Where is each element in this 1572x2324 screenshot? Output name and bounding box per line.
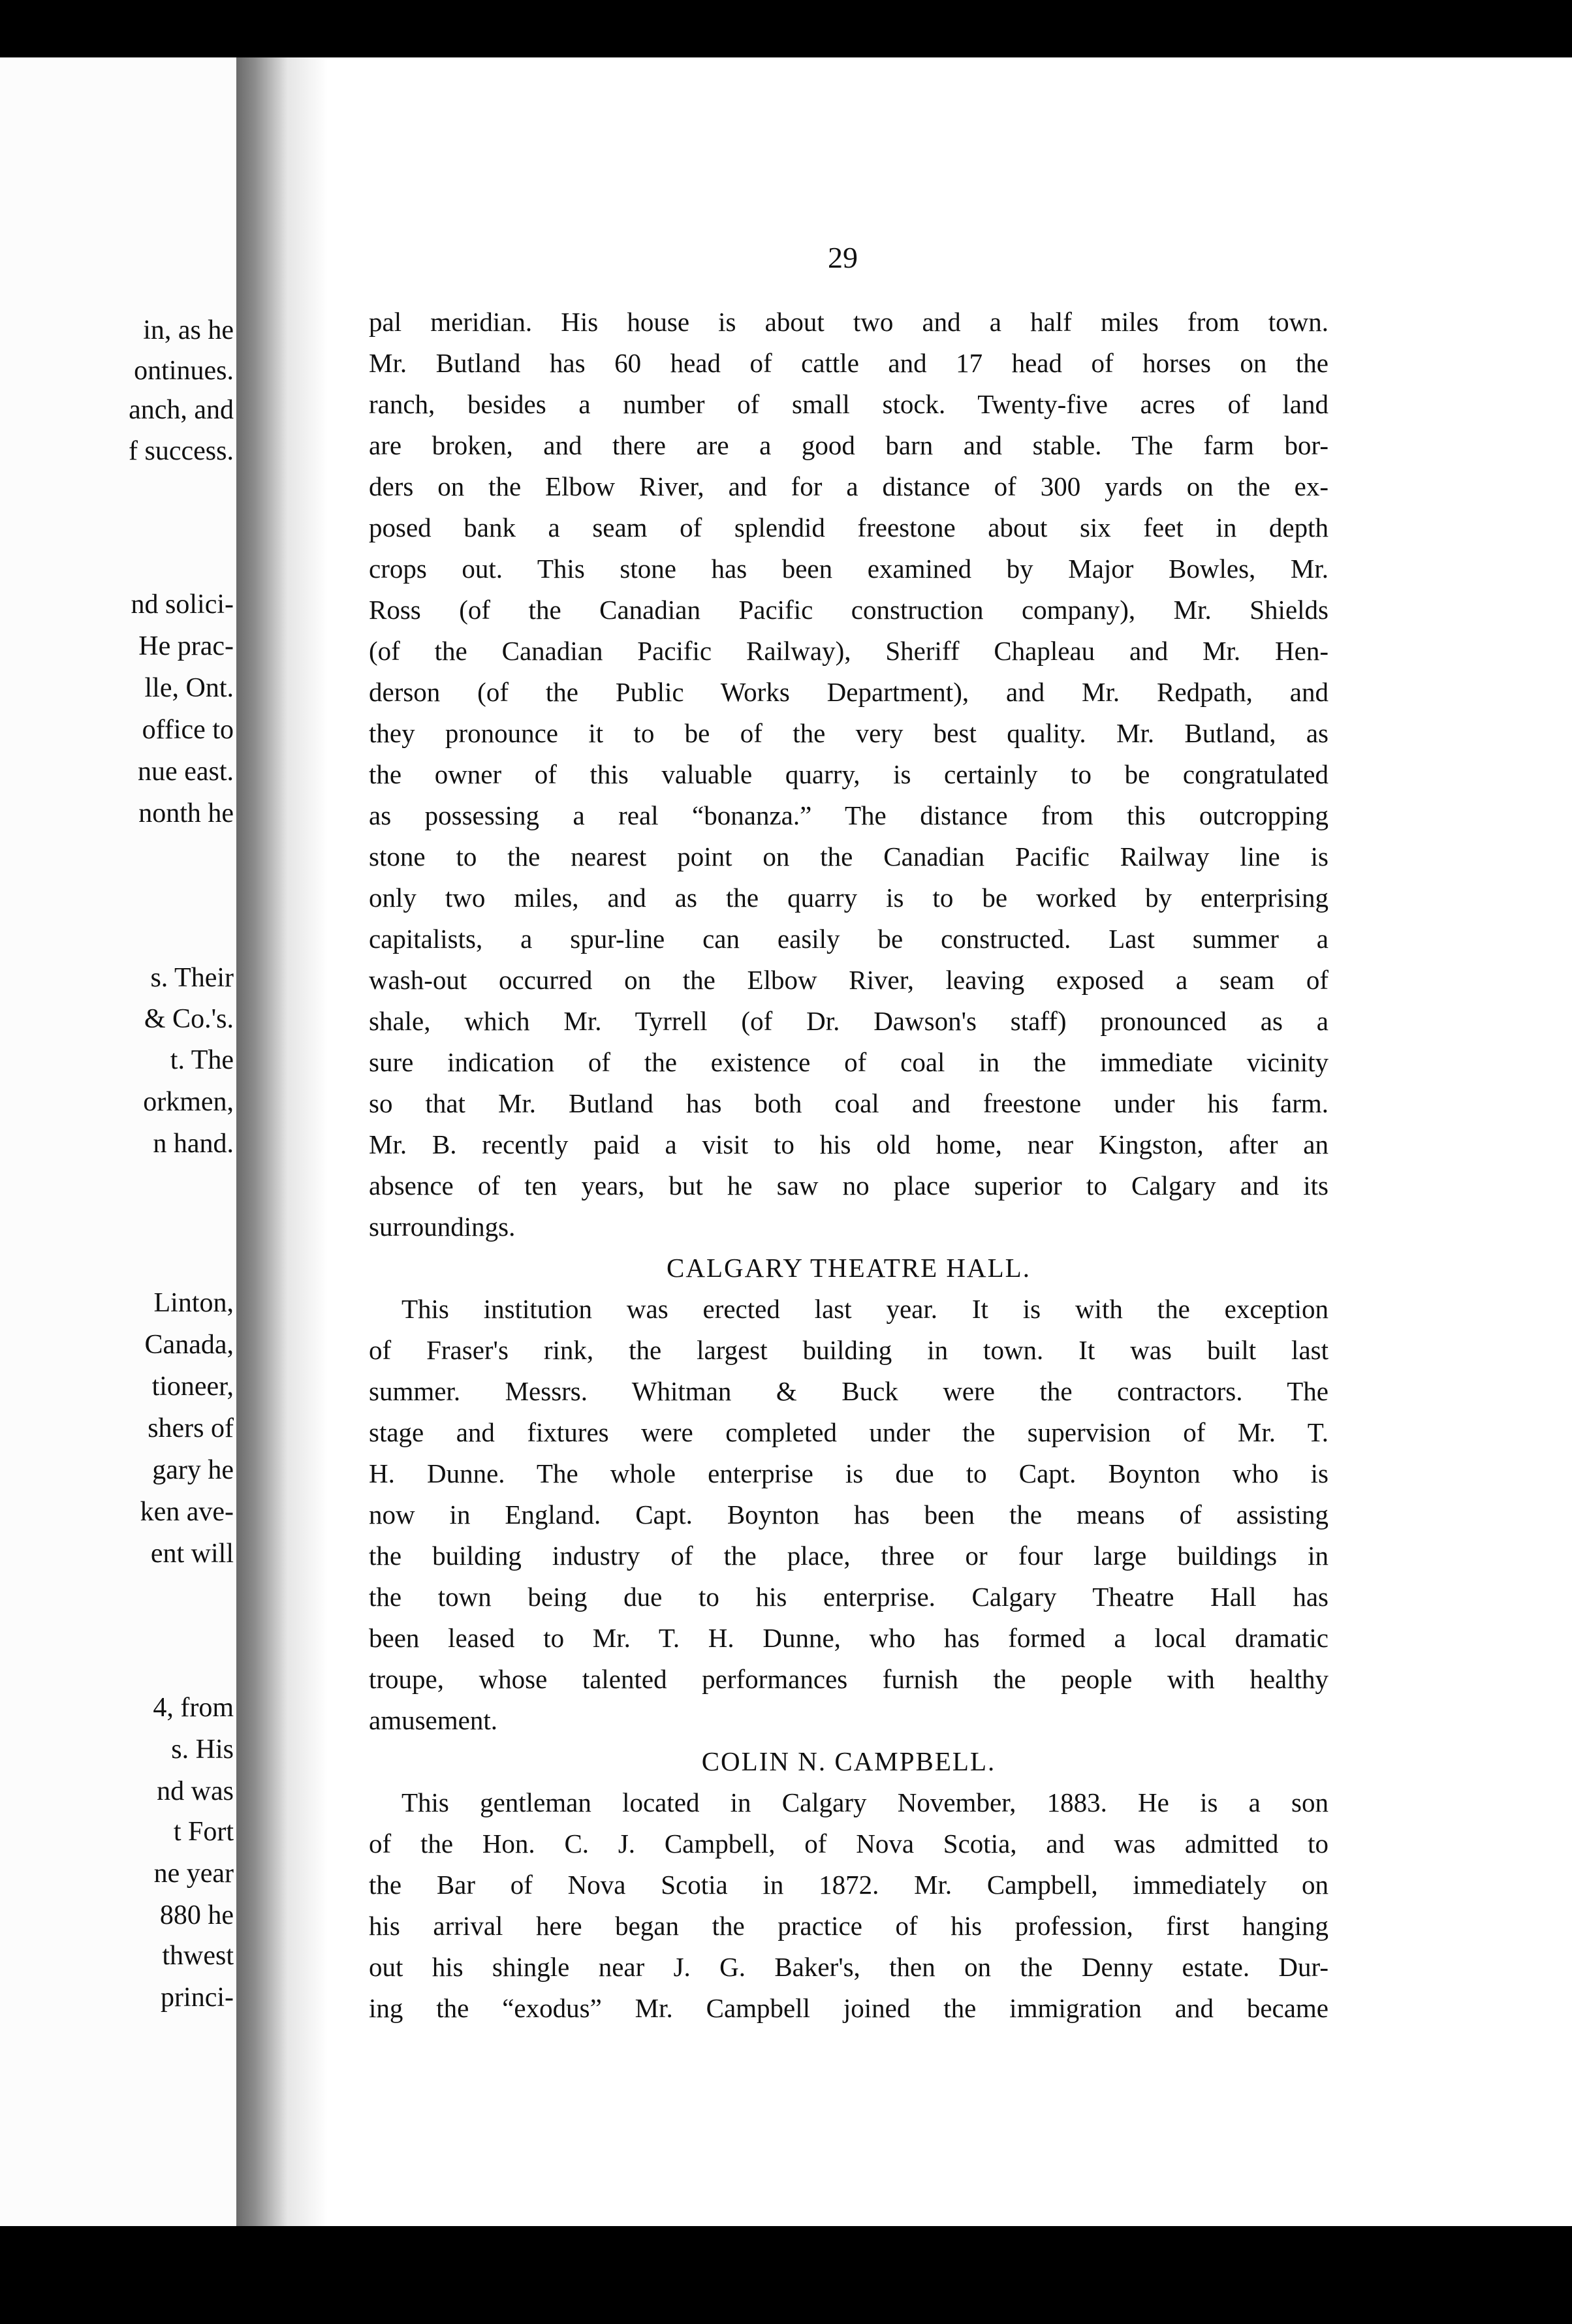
left-page-fragment: s. His: [171, 1735, 234, 1765]
text-line: ders on the Elbow River, and for a distance of 300 yards on the ex-: [369, 471, 1328, 501]
left-page-fragment: office to: [142, 715, 234, 745]
left-page-fragment: t. The: [170, 1045, 234, 1075]
text-line: summer. Messrs. Whitman & Buck were the contractors. The: [369, 1376, 1328, 1406]
text-line: are broken, and there are a good barn and stable. The farm bor-: [369, 430, 1328, 460]
text-line: capitalists, a spur-line can easily be constructed. Last summer a: [369, 924, 1328, 954]
text-line: Ross (of the Canadian Pacific construction company), Mr. Shields: [369, 595, 1328, 625]
text-line: This gentleman located in Calgary November, 1883. He is a son: [401, 1787, 1328, 1817]
left-page-fragment: f success.: [129, 436, 234, 466]
left-page-fragment: thwest: [162, 1941, 234, 1971]
section-campbell-text: [369, 1782, 1328, 2029]
left-page-fragment: tioneer,: [151, 1372, 234, 1402]
left-page-fragment: 880 he: [159, 1900, 234, 1930]
text-line: as possessing a real “bonanza.” The distance from this outcropping: [369, 800, 1328, 830]
text-line: H. Dunne. The whole enterprise is due to Capt. Boynton who is: [369, 1458, 1328, 1488]
text-line: crops out. This stone has been examined by Major Bowles, Mr.: [369, 554, 1328, 584]
left-page-fragment: orkmen,: [143, 1087, 234, 1117]
left-page-fragment: in, as he: [143, 315, 234, 345]
text-line: of the Hon. C. J. Campbell, of Nova Scotia, and was admitted to: [369, 1829, 1328, 1859]
section-theatre-hall-text: [369, 1289, 1328, 1741]
left-page-fragment: n hand.: [153, 1129, 234, 1159]
text-line: derson (of the Public Works Department), and Mr. Redpath, and: [369, 677, 1328, 707]
text-line: of Fraser's rink, the largest building in town. It was built last: [369, 1335, 1328, 1365]
text-line: pal meridian. His house is about two and a half miles from town.: [369, 307, 1328, 337]
left-page-fragment: nd was: [157, 1776, 234, 1806]
left-page-fragment: 4, from: [153, 1693, 234, 1723]
text-line: Mr. Butland has 60 head of cattle and 17 head of horses on the: [369, 348, 1328, 378]
text-line: the Bar of Nova Scotia in 1872. Mr. Campbell, immediately on: [369, 1870, 1328, 1900]
left-page-fragment: & Co.'s.: [144, 1004, 234, 1034]
left-page-fragment: nue east.: [138, 757, 234, 787]
left-page-edge: [0, 57, 236, 2226]
left-page-fragment: nd solici-: [131, 589, 234, 620]
text-line: so that Mr. Butland has both coal and freestone under his farm.: [369, 1088, 1328, 1118]
heading-calgary-theatre-hall: CALGARY THEATRE HALL.: [667, 1253, 1031, 1283]
left-page-fragment: princi-: [161, 1983, 234, 2013]
left-page-fragment: Linton,: [153, 1288, 234, 1318]
left-page-fragment: ent will: [150, 1539, 234, 1569]
text-line: amusement.: [369, 1705, 497, 1735]
left-page-fragment: He prac-: [138, 631, 234, 661]
text-line: Mr. B. recently paid a visit to his old home, near Kingston, after an: [369, 1129, 1328, 1159]
text-line: shale, which Mr. Tyrrell (of Dr. Dawson's staff) pronounced as a: [369, 1006, 1328, 1036]
text-line: absence of ten years, but he saw no place superior to Calgary and its: [369, 1170, 1328, 1201]
left-page-fragment: lle, Ont.: [144, 673, 234, 703]
left-page-fragment: anch, and: [129, 395, 234, 425]
book-gutter-fade: [289, 57, 328, 2226]
text-line: only two miles, and as the quarry is to be worked by enterprising: [369, 883, 1328, 913]
left-page-fragment: Canada,: [144, 1330, 234, 1360]
page-number: 29: [828, 241, 858, 274]
left-page-fragment: shers of: [148, 1413, 234, 1443]
text-line: sure indication of the existence of coal in the immediate vicinity: [369, 1047, 1328, 1077]
text-line: they pronounce it to be of the very best quality. Mr. Butland, as: [369, 718, 1328, 748]
text-line: now in England. Capt. Boynton has been the means of assisting: [369, 1500, 1328, 1530]
heading-colin-campbell: COLIN N. CAMPBELL.: [701, 1746, 996, 1776]
text-line: his arrival here began the practice of his profession, first hanging: [369, 1911, 1328, 1941]
text-line: the town being due to his enterprise. Calgary Theatre Hall has: [369, 1582, 1328, 1612]
text-line: troupe, whose talented performances furnish the people with healthy: [369, 1664, 1328, 1694]
text-line: stage and fixtures were completed under the supervision of Mr. T.: [369, 1417, 1328, 1447]
left-page-fragment: ne year: [153, 1859, 234, 1889]
section-butland-text: [369, 302, 1328, 1248]
left-page-fragment: nonth he: [138, 798, 234, 828]
text-line: wash-out occurred on the Elbow River, leaving exposed a seam of: [369, 965, 1328, 995]
text-line: surroundings.: [369, 1212, 516, 1242]
left-page-fragment: ken ave-: [140, 1497, 234, 1527]
page-body: [369, 302, 1328, 2029]
text-line: the owner of this valuable quarry, is certainly to be congratulated: [369, 759, 1328, 789]
text-line: stone to the nearest point on the Canadian Pacific Railway line is: [369, 841, 1328, 872]
text-line: ing the “exodus” Mr. Campbell joined the immigration and became: [369, 1993, 1328, 2023]
text-line: ranch, besides a number of small stock. Twenty-five acres of land: [369, 389, 1328, 419]
text-line: out his shingle near J. G. Baker's, then on the Denny estate. Dur-: [369, 1952, 1328, 1982]
left-page-fragment: s. Their: [150, 963, 234, 993]
left-page-fragment: ontinues.: [134, 356, 234, 386]
text-line: been leased to Mr. T. H. Dunne, who has formed a local dramatic: [369, 1623, 1328, 1653]
text-line: This institution was erected last year. It is with the exception: [401, 1294, 1328, 1324]
text-line: (of the Canadian Pacific Railway), Sheriff Chapleau and Mr. Hen-: [369, 636, 1328, 666]
text-line: posed bank a seam of splendid freestone about six feet in depth: [369, 512, 1328, 542]
text-line: the building industry of the place, three or four large buildings in: [369, 1541, 1328, 1571]
book-gutter-shadow: [236, 57, 289, 2226]
left-page-fragment: t Fort: [173, 1817, 234, 1847]
left-page-fragment: gary he: [152, 1455, 234, 1485]
